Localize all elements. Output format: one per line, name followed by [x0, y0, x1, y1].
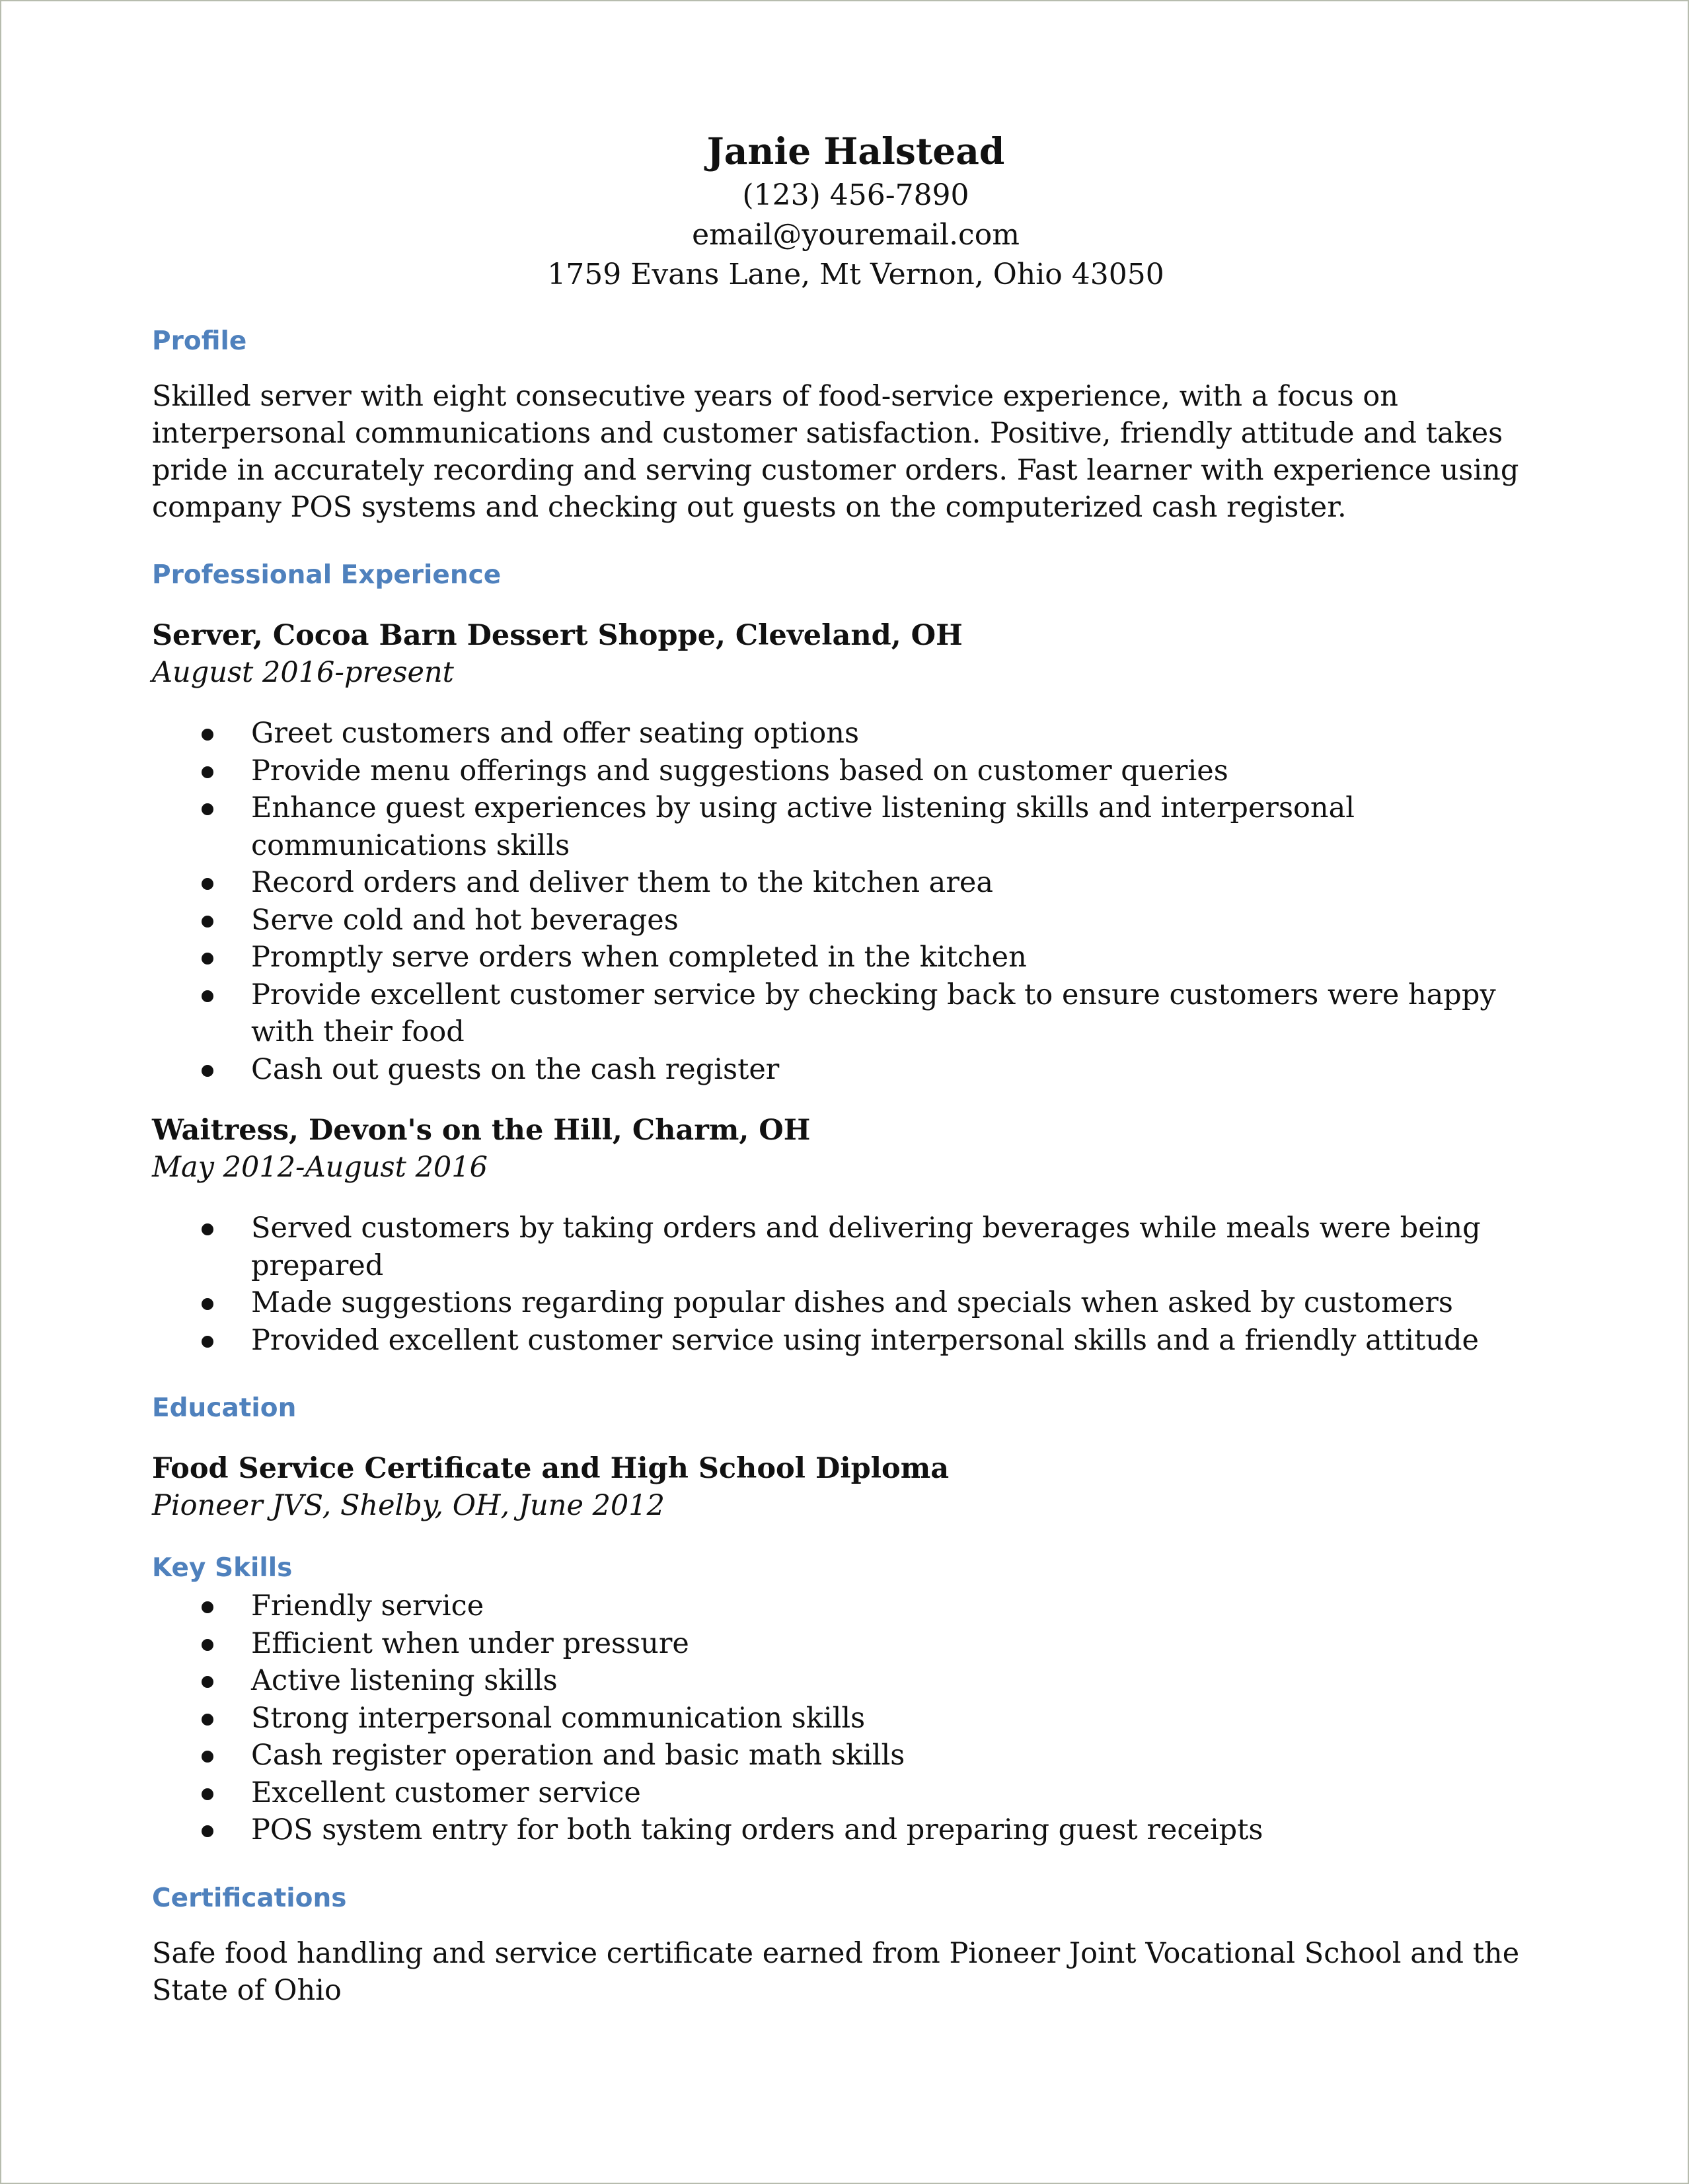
bullet-icon — [202, 1825, 213, 1837]
list-item: Strong interpersonal communication skills — [152, 1700, 1559, 1737]
profile-text: Skilled server with eight consecutive years of food-service experience, with a focus on interpersonal communications and customer satisfaction. Positive, friendly attitude and takes pride in accurately recording and serving customer orders. Fast learner with experience using company POS systems and checking out guests on the computerized cash register. — [152, 380, 1519, 524]
candidate-name: Janie Halstead — [706, 129, 1005, 172]
list-item: Promptly serve orders when completed in the kitchen — [152, 939, 1559, 976]
job-dates: August 2016-present — [152, 656, 454, 689]
list-item: Efficient when under pressure — [152, 1625, 1559, 1663]
school-details: Pioneer JVS, Shelby, OH, June 2012 — [152, 1489, 665, 1522]
bullet-icon — [202, 1639, 213, 1651]
list-item: Excellent customer service — [152, 1774, 1559, 1812]
list-item: Cash out guests on the cash register — [152, 1051, 1559, 1089]
list-item: Provide menu offerings and suggestions based on customer queries — [152, 752, 1559, 790]
bullet-icon — [202, 1714, 213, 1726]
bullet-icon — [202, 990, 213, 1002]
education-heading: Education — [152, 1393, 297, 1423]
bullet-icon — [202, 1676, 213, 1688]
job-title: Server, Cocoa Barn Dessert Shoppe, Cleveland, OH — [152, 619, 963, 652]
list-item: Record orders and deliver them to the kitchen area — [152, 864, 1559, 902]
bullet-icon — [202, 1751, 213, 1763]
phone-number: (123) 456-7890 — [742, 178, 969, 212]
list-item: Provided excellent customer service using interpersonal skills and a friendly attitude — [152, 1322, 1559, 1360]
bullet-icon — [202, 1601, 213, 1613]
bullet-icon — [202, 1298, 213, 1310]
list-item: Greet customers and offer seating options — [152, 715, 1559, 752]
list-item: Provide excellent customer service by checking back to ensure customers were happy with their food — [152, 976, 1559, 1051]
certifications-text: Safe food handling and service certificate earned from Pioneer Joint Vocational School and the State of Ohio — [152, 1936, 1520, 2007]
postal-address: 1759 Evans Lane, Mt Vernon, Ohio 43050 — [547, 258, 1164, 291]
bullet-icon — [202, 1336, 213, 1348]
list-item: Friendly service — [152, 1587, 1559, 1625]
bullet-icon — [202, 1223, 213, 1235]
certifications-heading: Certifications — [152, 1883, 347, 1913]
list-item: Enhance guest experiences by using active listening skills and interpersonal communications skills — [152, 789, 1559, 864]
job-dates: May 2012-August 2016 — [152, 1151, 488, 1184]
list-item: Made suggestions regarding popular dishes and specials when asked by customers — [152, 1284, 1559, 1322]
skills-heading: Key Skills — [152, 1553, 293, 1583]
bullet-icon — [202, 916, 213, 928]
bullet-icon — [202, 766, 213, 778]
bullet-icon — [202, 803, 213, 815]
email-address: email@youremail.com — [692, 218, 1020, 252]
job-duties-list — [152, 715, 1559, 1088]
list-item: Cash register operation and basic math skills — [152, 1737, 1559, 1774]
skills-list — [152, 1587, 1559, 1849]
degree-title: Food Service Certificate and High School Diploma — [152, 1452, 950, 1485]
profile-heading: Profile — [152, 326, 247, 356]
resume-header — [152, 127, 1559, 295]
bullet-icon — [202, 729, 213, 741]
bullet-icon — [202, 1788, 213, 1800]
bullet-icon — [202, 953, 213, 965]
list-item: Serve cold and hot beverages — [152, 902, 1559, 939]
experience-heading: Professional Experience — [152, 560, 502, 590]
bullet-icon — [202, 1065, 213, 1077]
job-duties-list — [152, 1210, 1559, 1359]
list-item: POS system entry for both taking orders and preparing guest receipts — [152, 1811, 1559, 1849]
bullet-icon — [202, 878, 213, 890]
resume-content — [152, 127, 1559, 2009]
job-title: Waitress, Devon's on the Hill, Charm, OH — [152, 1114, 811, 1147]
list-item: Served customers by taking orders and delivering beverages while meals were being prepared — [152, 1210, 1559, 1284]
list-item: Active listening skills — [152, 1662, 1559, 1700]
